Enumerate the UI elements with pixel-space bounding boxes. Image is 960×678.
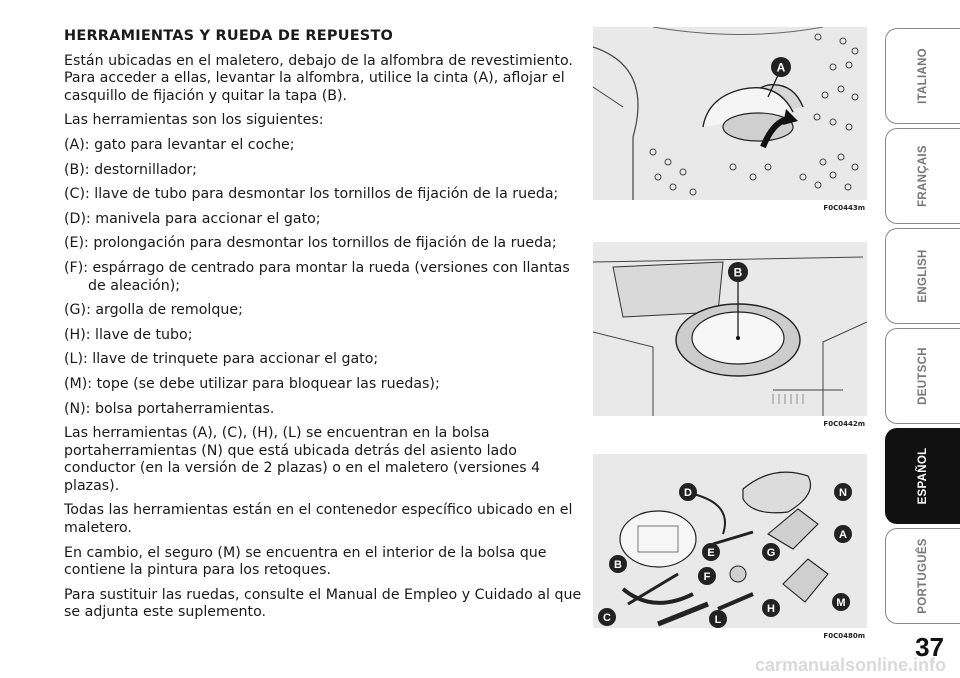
callout-label-a: A: [839, 529, 847, 541]
tools-intro: Las herramientas son los siguientes:: [64, 112, 324, 129]
tab-label-italiano: ITALIANO: [917, 48, 929, 104]
tab-label-portugues: PORTUGUÊS: [917, 538, 929, 614]
tool-item-m: (M): tope (se debe utilizar para bloquear las ruedas);: [64, 375, 440, 392]
callout-label-a: A: [776, 60, 786, 75]
tool-item-h: (H): llave de tubo;: [64, 326, 193, 343]
callout-label-n: N: [839, 487, 847, 499]
tab-label-francais: FRANÇAIS: [917, 145, 929, 207]
watermark: carmanualsonline.info: [754, 655, 946, 675]
figure-code-1: F0C0443m: [823, 204, 865, 212]
container-paragraph: Todas las herramientas están en el contenedor específico ubicado en el maletero.: [64, 502, 573, 537]
tool-item-e: (E): prolongación para desmontar los tornillos de fijación de la rueda;: [64, 235, 557, 252]
tab-label-espanol: ESPAÑOL: [917, 447, 929, 505]
tool-item-c: (C): llave de tubo para desmontar los tornillos de fijación de la rueda;: [64, 186, 559, 203]
callout-label-m: M: [836, 597, 846, 609]
callout-label-c: C: [603, 612, 611, 624]
manual-paragraph: Para sustituir las ruedas, consulte el Manual de Empleo y Cuidado al que se adjunta este suplemento.: [64, 586, 582, 621]
tab-label-english: ENGLISH: [917, 249, 929, 303]
figure-spare-wheel: [593, 242, 867, 428]
callout-label-b: B: [733, 265, 743, 280]
tab-portugues[interactable]: [885, 528, 960, 624]
location-paragraph: Las herramientas (A), (C), (H), (L) se encuentran en la bolsa portaherramientas (N) que está ubicada detrás del asiento lado conductor (en la versión de 2 plazas) o en el maletero (versiones 4 plazas).: [64, 425, 541, 494]
callout-label-b: B: [614, 559, 622, 571]
section-title: HERRAMIENTAS Y RUEDA DE REPUESTO: [64, 28, 394, 44]
figure-trunk-cover: [593, 27, 867, 212]
callout-label-l: L: [714, 614, 722, 626]
callout-label-h: H: [767, 603, 775, 615]
figure-code-3: F0C0480m: [823, 632, 865, 640]
spare-wheel-illustration: [593, 242, 867, 416]
trunk-cover-illustration: [593, 27, 867, 200]
page-number: 37: [915, 632, 944, 662]
tab-english[interactable]: [885, 228, 960, 324]
callout-label-d: D: [684, 487, 692, 499]
tab-francais[interactable]: [885, 128, 960, 224]
callout-label-g: G: [766, 547, 776, 559]
insurance-paragraph: En cambio, el seguro (M) se encuentra en el interior de la bolsa que contiene la pintura para los retoques.: [64, 544, 547, 579]
tab-espanol[interactable]: [885, 428, 960, 524]
main-text-column: [64, 28, 584, 629]
figure-tool-kit: [593, 454, 867, 640]
tool-item-l: (L): llave de trinquete para accionar el gato;: [64, 351, 379, 368]
tool-item-n: (N): bolsa portaherramientas.: [64, 400, 275, 417]
tool-item-a: (A): gato para levantar el coche;: [64, 136, 295, 153]
figure-code-2: F0C0442m: [823, 420, 865, 428]
tool-item-d: (D): manivela para accionar el gato;: [64, 210, 321, 227]
intro-paragraph: Están ubicadas en el maletero, debajo de la alfombra de revestimiento. Para acceder a ellas, levantar la alfombra, utilice la cinta (A), aflojar el casquillo de fijación y quitar la tapa (B).: [64, 52, 573, 104]
callout-label-e: E: [707, 547, 715, 559]
tab-label-deutsch: DEUTSCH: [917, 347, 929, 405]
tab-deutsch[interactable]: [885, 328, 960, 424]
callout-label-f: F: [703, 571, 711, 583]
tool-item-g: (G): argolla de remolque;: [64, 302, 243, 319]
tool-item-f: (F): espárrago de centrado para montar la rueda (versiones con llantas de aleación);: [64, 259, 570, 294]
tool-item-b: (B): destornillador;: [64, 161, 197, 178]
tab-italiano[interactable]: [885, 28, 960, 124]
tool-kit-illustration: [593, 454, 867, 628]
